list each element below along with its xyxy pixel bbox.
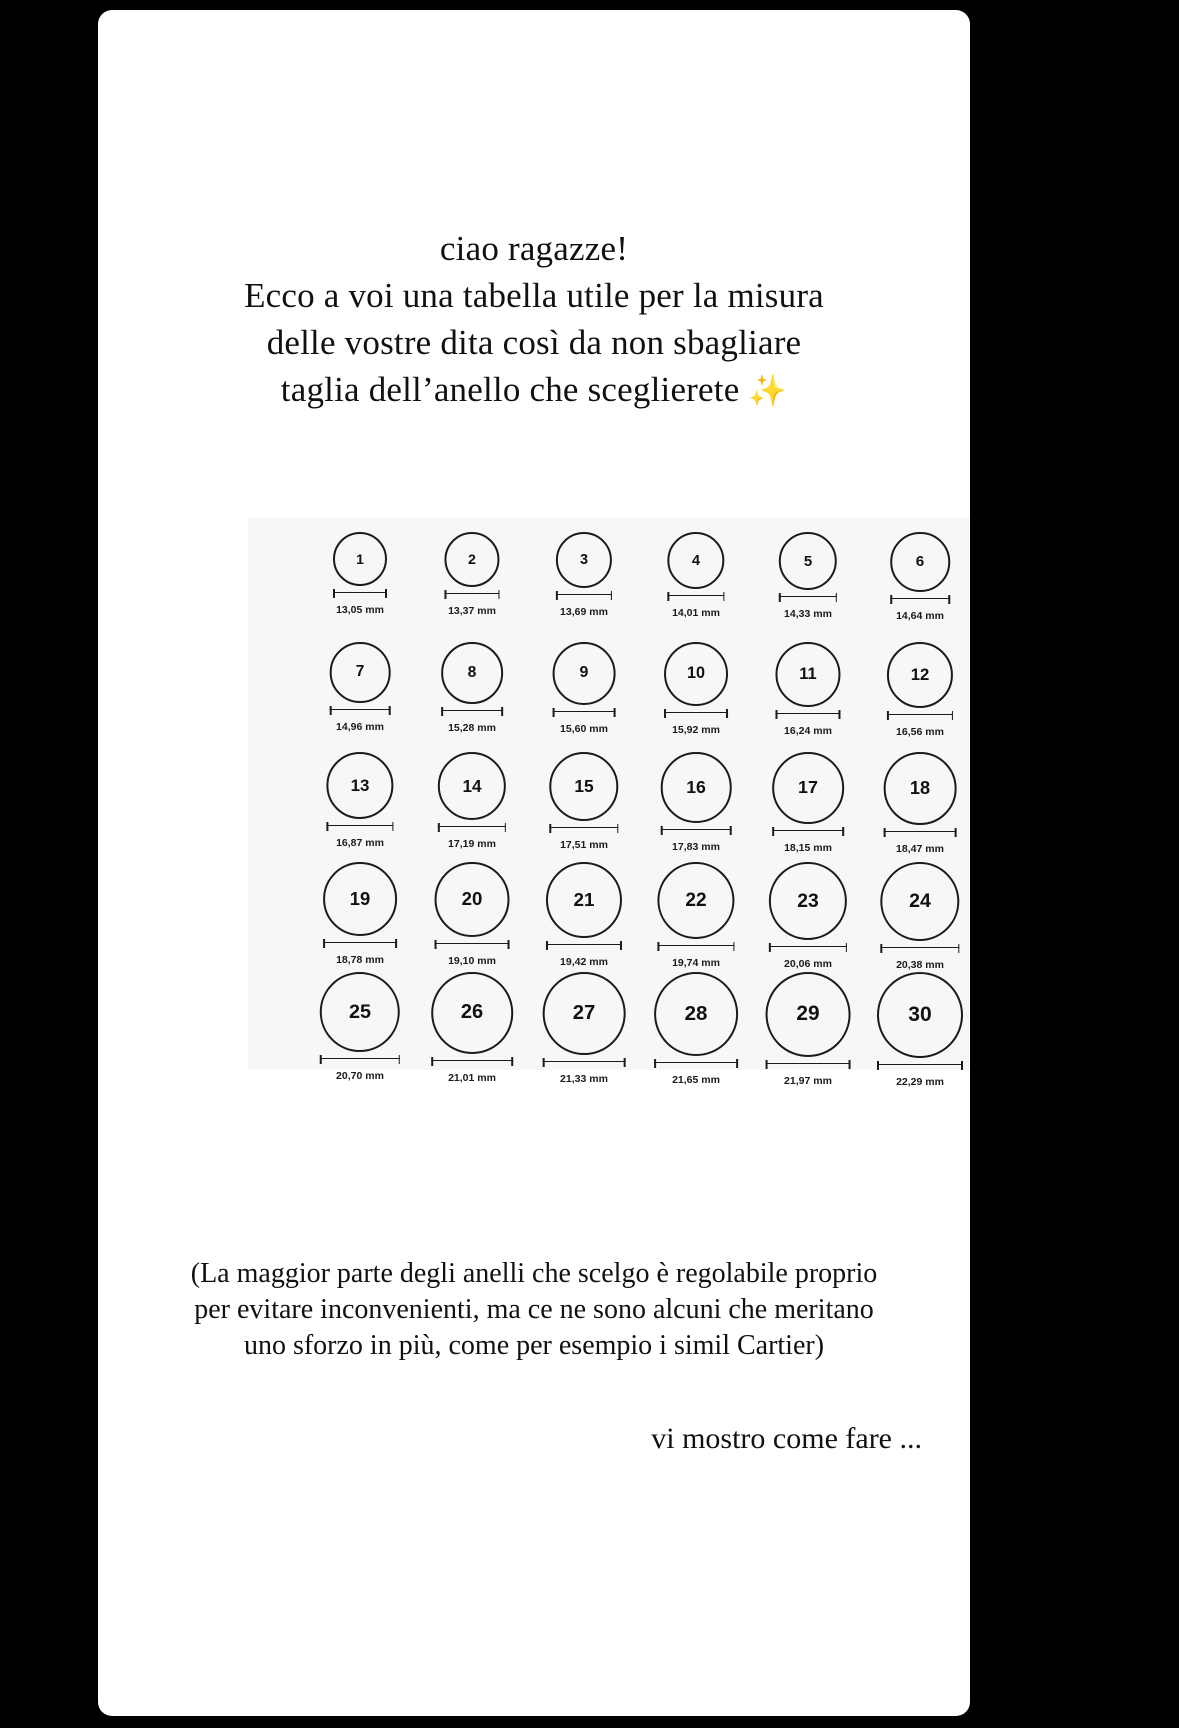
ring-size-cell xyxy=(416,858,528,968)
ring-measure xyxy=(769,946,847,970)
measure-bar-icon xyxy=(333,592,387,602)
measure-bar-icon xyxy=(890,598,950,608)
ring-measure xyxy=(553,711,616,735)
ring-size-cell xyxy=(304,638,416,748)
sparkles-icon: ✨ xyxy=(748,373,788,408)
ring-circle: 27 xyxy=(543,972,626,1055)
ring-measure xyxy=(435,943,510,967)
ring-measure xyxy=(549,827,618,851)
measure-bar-icon xyxy=(775,713,840,723)
measure-bar-icon xyxy=(549,827,618,837)
diameter-label: 21,65 mm xyxy=(672,1073,720,1086)
ring-size-cell xyxy=(528,968,640,1085)
ring-measure xyxy=(320,1058,400,1082)
diameter-label: 21,33 mm xyxy=(560,1072,608,1085)
diameter-label: 20,38 mm xyxy=(896,959,944,972)
story-card xyxy=(98,10,970,1716)
ring-size-cell xyxy=(640,748,752,858)
ring-circle: 10 xyxy=(664,642,728,706)
ring-size-cell xyxy=(640,528,752,638)
ring-size-cell xyxy=(752,638,864,748)
ring-size-grid xyxy=(304,528,970,1088)
ring-circle: 23 xyxy=(769,862,847,940)
diameter-label: 20,70 mm xyxy=(336,1070,384,1083)
ring-size-cell xyxy=(864,968,970,1088)
ring-measure xyxy=(431,1060,513,1084)
intro-text xyxy=(98,225,970,414)
ring-circle: 22 xyxy=(657,862,734,939)
ring-measure xyxy=(884,831,957,855)
ring-size-cell xyxy=(864,528,970,638)
closing-text: vi mostro come fare ... xyxy=(651,1422,922,1455)
ring-size-cell xyxy=(640,858,752,968)
ring-size-cell xyxy=(304,968,416,1083)
diameter-label: 19,42 mm xyxy=(560,956,608,969)
ring-measure xyxy=(654,1062,738,1086)
ring-circle: 13 xyxy=(326,752,393,819)
intro-line-4-text: taglia dell’anello che sceglierete xyxy=(280,370,749,409)
measure-bar-icon xyxy=(323,942,397,952)
measure-bar-icon xyxy=(880,947,959,957)
ring-measure xyxy=(326,825,393,849)
ring-circle: 16 xyxy=(661,752,732,823)
ring-size-cell xyxy=(752,748,864,858)
measure-bar-icon xyxy=(772,830,844,840)
ring-circle: 20 xyxy=(435,862,510,937)
measure-bar-icon xyxy=(657,945,734,955)
ring-measure xyxy=(887,714,953,738)
diameter-label: 19,74 mm xyxy=(672,957,720,970)
measure-bar-icon xyxy=(766,1063,851,1073)
ring-size-cell xyxy=(416,748,528,858)
measure-bar-icon xyxy=(543,1061,626,1071)
diameter-label: 15,92 mm xyxy=(672,723,720,736)
ring-circle: 12 xyxy=(887,642,953,708)
diameter-label: 13,69 mm xyxy=(560,606,608,619)
intro-line-2: Ecco a voi una tabella utile per la misura xyxy=(244,276,824,315)
ring-measure xyxy=(890,598,950,622)
ring-size-cell xyxy=(752,858,864,971)
ring-measure xyxy=(664,712,728,736)
measure-bar-icon xyxy=(779,596,837,606)
ring-size-cell xyxy=(864,638,970,748)
ring-size-cell xyxy=(640,968,752,1086)
ring-measure xyxy=(441,710,503,734)
measure-bar-icon xyxy=(661,829,732,839)
ring-measure xyxy=(775,713,840,737)
diameter-label: 16,24 mm xyxy=(784,725,832,738)
ring-measure xyxy=(546,944,622,968)
ring-size-cell xyxy=(304,858,416,968)
ring-size-cell xyxy=(528,638,640,748)
measure-bar-icon xyxy=(877,1064,963,1074)
measure-bar-icon xyxy=(553,711,616,721)
diameter-label: 14,01 mm xyxy=(672,607,720,620)
ring-circle: 30 xyxy=(877,972,963,1058)
ring-circle: 6 xyxy=(890,532,950,592)
ring-size-chart xyxy=(248,518,970,1088)
ring-size-cell xyxy=(528,858,640,968)
diameter-label: 13,37 mm xyxy=(448,605,496,618)
diameter-label: 14,96 mm xyxy=(336,720,384,733)
diameter-label: 20,06 mm xyxy=(784,958,832,971)
ring-circle: 2 xyxy=(444,532,499,587)
ring-circle: 1 xyxy=(333,532,387,586)
ring-size-cell xyxy=(752,968,864,1087)
measure-bar-icon xyxy=(664,712,728,722)
measure-bar-icon xyxy=(435,943,510,953)
ring-measure xyxy=(772,830,844,854)
intro-line-4 xyxy=(98,366,970,414)
diameter-label: 16,87 mm xyxy=(336,837,384,850)
ring-size-cell xyxy=(416,968,528,1084)
diameter-label: 18,15 mm xyxy=(784,841,832,854)
ring-size-cell xyxy=(304,528,416,638)
note-line-1: (La maggior parte degli anelli che scelgo è regolabile proprio xyxy=(190,1258,878,1289)
measure-bar-icon xyxy=(444,593,499,603)
measure-bar-icon xyxy=(326,825,393,835)
ring-size-cell xyxy=(640,638,752,748)
ring-circle: 4 xyxy=(667,532,724,589)
ring-size-cell xyxy=(864,748,970,858)
ring-size-cell xyxy=(528,748,640,858)
ring-circle: 24 xyxy=(880,862,959,941)
ring-measure xyxy=(877,1064,963,1088)
ring-circle: 5 xyxy=(779,532,837,590)
note-line-2: per evitare inconvenienti, ma ce ne sono alcuni che meritano xyxy=(194,1294,874,1325)
diameter-label: 14,64 mm xyxy=(896,609,944,622)
ring-measure xyxy=(543,1061,626,1085)
diameter-label: 13,05 mm xyxy=(336,604,384,616)
ring-size-cell xyxy=(416,528,528,638)
diameter-label: 22,29 mm xyxy=(896,1076,944,1088)
measure-bar-icon xyxy=(441,710,503,720)
measure-bar-icon xyxy=(556,594,612,604)
ring-circle: 29 xyxy=(766,972,851,1057)
measure-bar-icon xyxy=(438,826,506,836)
ring-circle: 3 xyxy=(556,532,612,588)
diameter-label: 15,60 mm xyxy=(560,722,608,735)
diameter-label: 14,33 mm xyxy=(784,608,832,621)
ring-circle: 15 xyxy=(549,752,618,821)
diameter-label: 18,47 mm xyxy=(896,842,944,855)
ring-circle: 26 xyxy=(431,972,513,1054)
ring-circle: 8 xyxy=(441,642,503,704)
ring-size-cell xyxy=(416,638,528,748)
ring-measure xyxy=(444,593,499,617)
ring-circle: 7 xyxy=(330,642,391,703)
measure-bar-icon xyxy=(546,944,622,954)
measure-bar-icon xyxy=(431,1060,513,1070)
measure-bar-icon xyxy=(320,1058,400,1068)
ring-measure xyxy=(766,1063,851,1087)
ring-measure xyxy=(657,945,734,969)
diameter-label: 21,01 mm xyxy=(448,1071,496,1084)
diameter-label: 19,10 mm xyxy=(448,954,496,967)
ring-circle: 14 xyxy=(438,752,506,820)
ring-circle: 25 xyxy=(320,972,400,1052)
ring-measure xyxy=(333,592,387,616)
diameter-label: 17,51 mm xyxy=(560,839,608,852)
ring-measure xyxy=(667,595,724,619)
ring-measure xyxy=(438,826,506,850)
ring-circle: 9 xyxy=(553,642,616,705)
diameter-label: 21,97 mm xyxy=(784,1074,832,1087)
ring-size-cell xyxy=(864,858,970,972)
measure-bar-icon xyxy=(654,1062,738,1072)
note-text xyxy=(138,1256,930,1364)
ring-measure xyxy=(661,829,732,853)
diameter-label: 16,56 mm xyxy=(896,726,944,739)
measure-bar-icon xyxy=(667,595,724,605)
measure-bar-icon xyxy=(769,946,847,956)
ring-measure xyxy=(330,709,391,733)
ring-measure xyxy=(779,596,837,620)
measure-bar-icon xyxy=(330,709,391,719)
ring-size-cell xyxy=(304,748,416,858)
intro-line-1: ciao ragazze! xyxy=(439,229,629,268)
diameter-label: 18,78 mm xyxy=(336,953,384,966)
ring-circle: 17 xyxy=(772,752,844,824)
ring-circle: 21 xyxy=(546,862,622,938)
ring-size-cell xyxy=(528,528,640,638)
ring-circle: 19 xyxy=(323,862,397,936)
measure-bar-icon xyxy=(884,831,957,841)
note-line-3: uno sforzo in più, come per esempio i simil Cartier) xyxy=(243,1330,825,1361)
measure-bar-icon xyxy=(887,714,953,724)
ring-circle: 11 xyxy=(775,642,840,707)
ring-measure xyxy=(556,594,612,618)
diameter-label: 15,28 mm xyxy=(448,721,496,734)
ring-measure xyxy=(323,942,397,966)
diameter-label: 17,19 mm xyxy=(448,838,496,851)
intro-line-3: delle vostre dita così da non sbagliare xyxy=(266,323,802,362)
diameter-label: 17,83 mm xyxy=(672,840,720,853)
ring-size-cell xyxy=(752,528,864,638)
ring-circle: 28 xyxy=(654,972,738,1056)
ring-circle: 18 xyxy=(884,752,957,825)
